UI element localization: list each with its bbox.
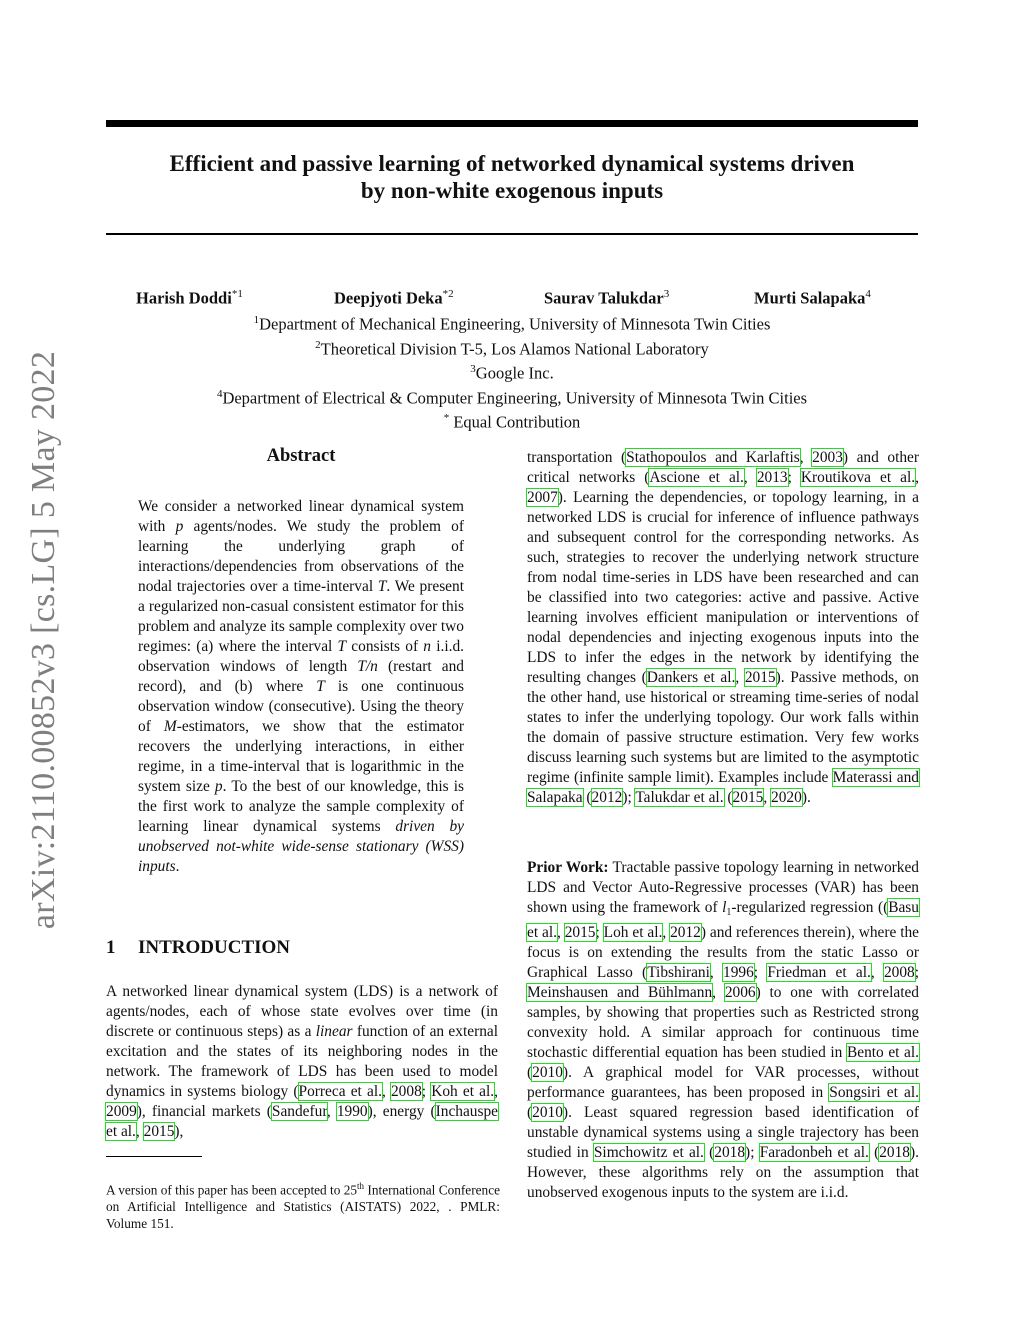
affiliation: $^1$Department of Mechanical Engineering, University of Minnesota Twin Cities: [253, 314, 771, 334]
abstract-heading: Abstract: [266, 446, 336, 466]
citation-link[interactable]: Meinshausen and Bühlmann: [527, 984, 713, 1001]
citation-link[interactable]: 2015: [744, 669, 776, 686]
citation-link[interactable]: Simchowitz et al.: [593, 1144, 704, 1161]
citation-link[interactable]: 2006: [724, 984, 756, 1001]
citation-link[interactable]: 1996: [723, 964, 754, 981]
citation-link[interactable]: Loh et al.: [603, 924, 663, 941]
author: Murti Salapaka$^4$: [754, 288, 871, 308]
citation-link[interactable]: 2018: [879, 1144, 910, 1161]
citation-link[interactable]: Tibshirani: [647, 964, 710, 981]
citation-link[interactable]: Inchauspe et al.: [106, 1103, 499, 1140]
citation-link[interactable]: Dankers et al.: [646, 669, 736, 686]
prior-work-paragraph: Prior Work: Tractable passive topology learning in networked LDS and Vector Auto-Regressive processes (VAR) has been shown using the framework of l1-regularized regression ((Basu et al., 2015; Loh et al., 2012) and references therein), where the focus is on extending the results from the static Lasso or Graphical Lasso (Tibshirani, 1996; Friedman et al., 2008; Meinshausen and Bühlmann, 2006) to one with correlated samples, by showing that properties such as Restricted strong convexity hold. A similar approach for continuous time stochastic differential equation has been studied in Bento et al. (2010). A graphical model for VAR processes, without performance guarantees, has been proposed in Songsiri et al. (2010). Least squared regression based identification of unstable dynamical systems using a single trajectory has been studied in Simchowitz et al. (2018); Faradonbeh et al. (2018). However, these algorithms rely on the assumption that unobserved exogenous inputs to the system are i.i.d.: [527, 859, 920, 1201]
introduction-body: A networked linear dynamical system (LDS) is a network of agents/nodes, each of whose state evolves over time (in discrete or continuous steps) as a linear function of an external excitation and the states of its neighboring nodes in the network. The framework of LDS has been used to model dynamics in systems biology (Porreca et al., 2008; Koh et al., 2009), financial markets (Sandefur, 1990), energy (Inchauspe et al., 2015),: [106, 983, 499, 1140]
citation-link[interactable]: 2012: [591, 789, 623, 806]
paper-title: Efficient and passive learning of networked dynamical systems driven by non-white exogenous inputs: [169, 151, 855, 203]
affiliation: $^4$Department of Electrical & Computer Engineering, University of Minnesota Twin Cities: [216, 387, 808, 407]
citation-link[interactable]: 2015: [732, 789, 764, 806]
citation-link[interactable]: 2015: [143, 1123, 175, 1140]
citation-link[interactable]: 2015: [564, 924, 596, 941]
arxiv-stamp: arXiv:2110.00852v3 [cs.LG] 5 May 2022: [25, 350, 62, 930]
prior-work-heading: Prior Work:: [527, 859, 609, 876]
citation-link[interactable]: 2020: [771, 789, 802, 806]
citation-link[interactable]: Talukdar et al.: [635, 789, 724, 806]
citation-link[interactable]: Songsiri et al.: [829, 1084, 919, 1101]
abstract-body: We consider a networked linear dynamical system with p agents/nodes. We study the problem of learning the underlying graph of interactions/dependencies from observations of the nodal trajectories over a time-interval T. We present a regularized non-casual consistent estimator for this problem and analyze its sample complexity over two regimes: (a) where the interval T consists of n i.i.d. observation windows of length T/n (restart and record), and (b) where T is one continuous observation window (consecutive). Using the theory of M-estimators, we show that the estimator recovers the underlying interactions, in either regime, in a time-interval that is logarithmic in the system size p. To the best of our knowledge, this is the first work to analyze the sample complexity of learning linear dynamical systems driven by unobserved not-white wide-sense stationary (WSS) inputs.: [138, 498, 464, 875]
citation-link[interactable]: 2007: [527, 489, 558, 506]
citation-link[interactable]: Porreca et al.: [298, 1083, 382, 1100]
title-bottom-rule: [106, 233, 918, 235]
citation-link[interactable]: 2008: [390, 1083, 422, 1100]
citation-link[interactable]: Materassi and Salapaka: [527, 769, 919, 806]
citation-link[interactable]: 2010: [532, 1104, 563, 1121]
citation-link[interactable]: 1990: [336, 1103, 368, 1120]
footnote: A version of this paper has been accepted to 25th International Conference on Artificial Intelligence and Statistics (AISTATS) 2022, . PMLR: Volume 151.: [106, 1181, 500, 1232]
author: Saurav Talukdar$^3$: [544, 288, 670, 308]
footnote-rule: [106, 1156, 202, 1157]
citation-link[interactable]: 2012: [670, 924, 701, 941]
citation-link[interactable]: 2003: [812, 449, 843, 466]
citation-link[interactable]: Kroutikova et al.: [800, 469, 916, 486]
author-list: [106, 288, 918, 312]
citation-link[interactable]: Ascione et al.: [649, 469, 744, 486]
citation-link[interactable]: 2008: [883, 964, 915, 981]
author: Harish Doddi$^{*1}$: [136, 288, 243, 308]
citation-link[interactable]: Basu et al.: [527, 899, 919, 941]
citation-link[interactable]: Friedman et al.: [767, 964, 871, 981]
citation-link[interactable]: Koh et al.: [431, 1083, 495, 1100]
citation-link[interactable]: 2010: [532, 1064, 563, 1081]
affiliations: [106, 310, 918, 433]
citation-link[interactable]: Sandefur: [271, 1103, 327, 1120]
citation-link[interactable]: 2018: [714, 1144, 746, 1161]
citation-link[interactable]: Stathopoulos and Karlaftis: [626, 449, 800, 466]
citation-link[interactable]: 2013: [756, 469, 788, 486]
section-heading-introduction: 1 INTRODUCTION: [106, 937, 291, 958]
affiliation: $^3$Google Inc.: [470, 363, 554, 383]
citation-link[interactable]: Faradonbeh et al.: [759, 1144, 869, 1161]
affiliation: * Equal Contribution: [443, 412, 581, 432]
author: Deepjyoti Deka$^{*2}$: [334, 288, 454, 308]
affiliation: $^2$Theoretical Division T-5, Los Alamos National Laboratory: [315, 338, 709, 358]
right-column-paragraph: transportation (Stathopoulos and Karlaftis, 2003) and other critical networks (Ascione et al., 2013; Kroutikova et al., 2007). Learning the dependencies, or topology learning, in a networked LDS is crucial for inference of influence pathways and subsequent control for the corresponding networks. As such, strategies to recover the underlying network structure from nodal time-series in LDS have been researched and can be classified into two categories: active and passive. Active learning involves efficient manipulation or interventions of nodal dependencies and injecting exogenous inputs into the LDS to infer the edges in the network by identifying the resulting changes (Dankers et al., 2015). Passive methods, on the other hand, use historical or streaming time-series of nodal states to infer the underlying topology. Our work falls within the domain of passive structure estimation. Very few works discuss learning such systems but are limited to the asymptotic regime (infinite sample limit). Examples include Materassi and Salapaka (2012); Talukdar et al. (2015, 2020).: [527, 449, 919, 806]
title-top-rule: [106, 120, 918, 127]
citation-link[interactable]: Bento et al.: [846, 1044, 919, 1061]
citation-link[interactable]: 2009: [106, 1103, 137, 1120]
